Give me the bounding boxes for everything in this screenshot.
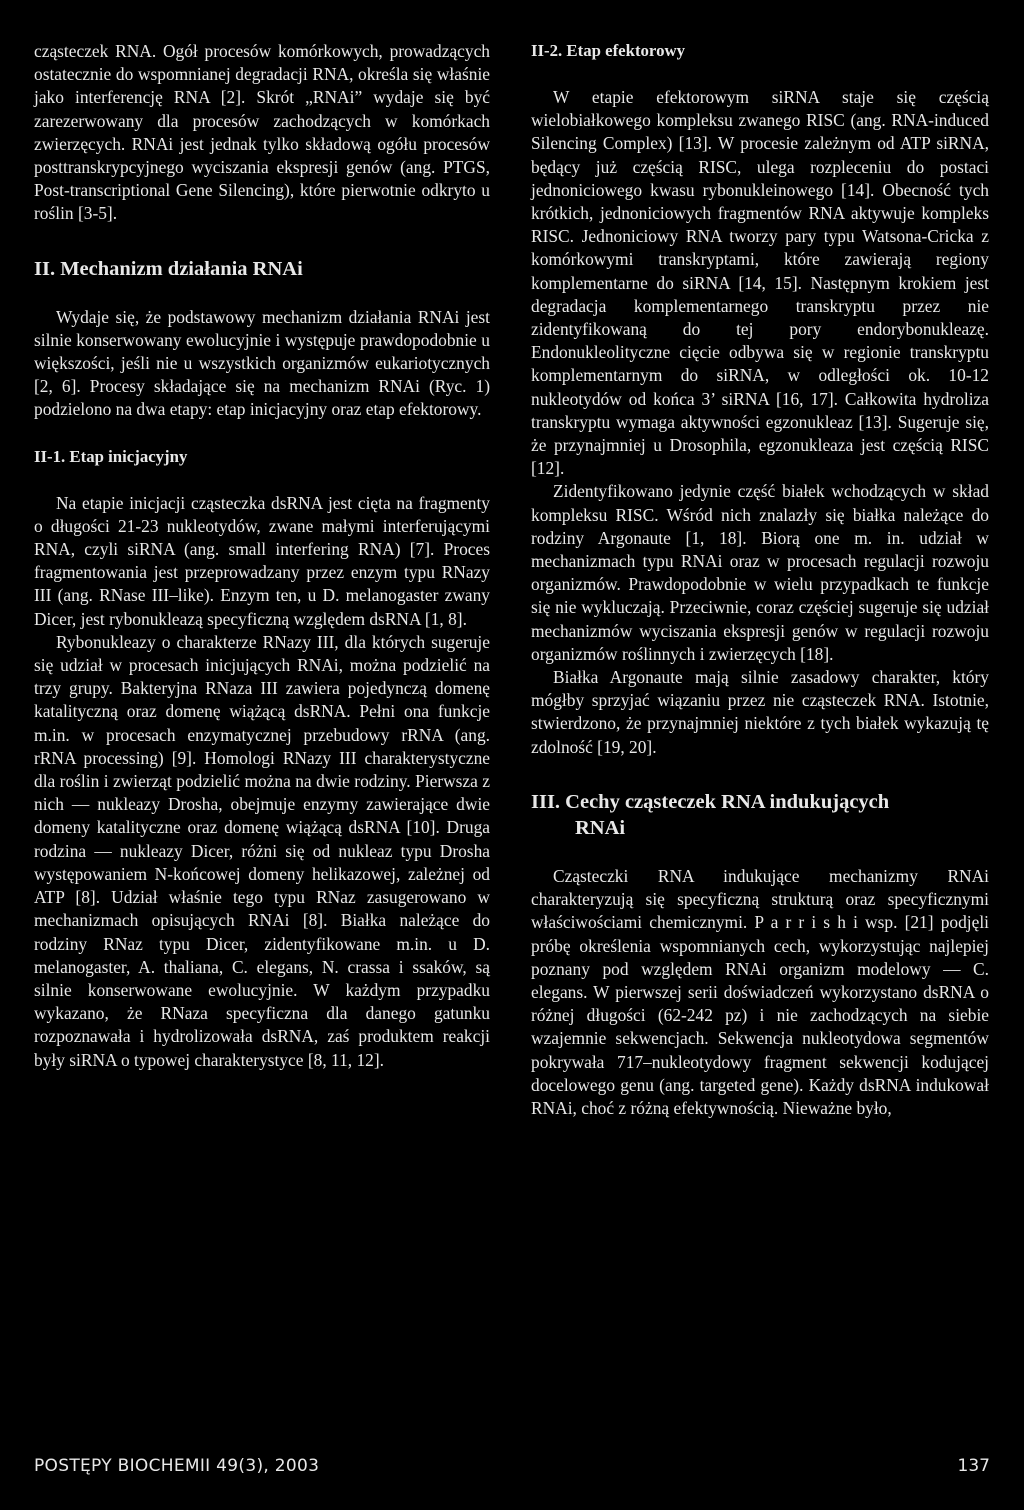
subsection-2-2-paragraph-1: W etapie efektorowym siRNA staje się częścią wielobiałkowego kompleksu zwanego RISC (ang. RNA-induced Silencing Complex) [13]. W procesie zależnym od ATP siRNA, będący już częścią RISC, ulega rozpleceniu do postaci jednoniciowego kwasu rybonukleinowego [14]. Obecność tych krótkich, jednoniciowych fragmentów RNA aktywuje kompleks RISC. Jednoniciowy RNA tworzy pary typu Watsona-Cricka z komórkowymi transkryptami, które zawierają regiony komplementarne do siRNA [14, 15]. Następnym krokiem jest degradacja komplementarnego transkryptu przez nie zidentyfikowaną do tej pory endorybonukleazę. Endonukleolityczne cięcie odbywa się w regionie transkryptu komplementarnym do siRNA, w odległości ok. 10-12 nukleotydów od końca 3’ siRNA [16, 17]. Całkowita hydroliza transkryptu wymaga aktywności egzonukleaz [13]. Sugeruje się, że przynajmniej u Drosophila, egzonukleaza jest częścią RISC [12]. [531,87,989,479]
section-2-heading: II. Mechanizm działania RNAi [34,257,303,280]
left-column [34,40,490,1072]
section-3-heading [531,789,989,841]
subsection-2-1-paragraph-2: Rybonukleazy o charakterze RNazy III, dla których sugeruje się udział w procesach inicjujących RNAi, można podzielić na trzy grupy. Bakteryjna RNaza III zawiera pojedynczą domenę katalityczną oraz domenę wiążącą dsRNA. Pełni ona funkcje m.in. w procesach enzymatycznej przebudowy rRNA (ang. rRNA processing) [9]. Homologi RNazy III charakterystyczne dla roślin i zwierząt podzielić można na dwie rodziny. Pierwsza z nich — nukleazy Drosha, obejmuje enzymy zawierające dwie domeny katalityczne oraz domenę wiążącą dsRNA [10]. Druga rodzina — nukleazy Dicer, różni się od nukleaz typu Drosha występowaniem N-końcowej domeny helikazowej, zależnej od ATP [8]. Udział właśnie tego typu RNaz zasugerowano w mechanizmach opisujących RNAi [8]. Białka należące do rodziny RNaz typu Dicer, zidentyfikowane m.in. u D. melanogaster, A. thaliana, C. elegans, N. crassa i ssaków, są silnie konserwowane ewolucyjnie. W każdym przypadku wykazano, że RNaza specyficzna dla danego gatunku rozpoznawała i hydrolizowała dsRNA, zaś produktem reakcji były siRNA o typowej charakterystyce [8, 11, 12]. [34,631,490,1070]
page-number: 137 [957,1456,990,1476]
section-3-paragraph: Cząsteczki RNA indukujące mechanizmy RNAi charakteryzują się specyficzną strukturą oraz specyficznymi właściwościami chemicznymi. P a r r i s h i wsp. [21] podjęli próbę określenia wspomnianych cech, wykorzystując najlepiej poznany pod względem RNAi organizm modelowy — C. elegans. W pierwszej serii doświadczeń wykorzystano dsRNA o różnej długości (62-242 pz) i nie zachodzących na siebie wzajemnie sekwencjach. Sekwencja nukleotydowa segmentów pokrywała 717–nukleotydowy fragment sekwencji kodującej docelowego genu (ang. targeted gene). Każdy dsRNA indukował RNAi, choć z różną efektywnością. Nieważne było, [531,865,989,1118]
subsection-2-1-heading: II-1. Etap inicjacyjny [34,446,188,466]
section-2-paragraph: Wydaje się, że podstawowy mechanizm działania RNAi jest silnie konserwowany ewolucyjnie i występuje prawdopodobnie u większości, jeśli nie u wszystkich organizmów eukariotycznych [2, 6]. Procesy składające się na mechanizm RNAi (Ryc. 1) podzielono na dwa etapy: etap inicjacyjny oraz etap efektorowy. [34,306,490,420]
journal-footer: POSTĘPY BIOCHEMII 49(3), 2003 [34,1456,320,1476]
right-column [531,40,989,1120]
subsection-2-2-heading: II-2. Etap efektorowy [531,41,685,60]
intro-paragraph: cząsteczek RNA. Ogół procesów komórkowych, prowadzących ostatecznie do wspomnianej degradacji RNA, określa się właśnie jako interferencję RNA [2]. Skrót „RNAi” wydaje się być zarezerwowany dla procesów zachodzących w komórkach zwierzęcych. RNAi jest jednak tylko składową ogółu procesów posttranskrypcyjnego wyciszania ekspresji genów (ang. PTGS, Post-transcriptional Gene Silencing), które pierwotnie odkryto u roślin [3-5]. [34,41,490,224]
subsection-2-2-paragraph-3: Białka Argonaute mają silnie zasadowy charakter, który mógłby sprzyjać wiązaniu przez nie cząsteczek RNA. Istotnie, stwierdzono, że przynajmniej niektóre z tych białek wykazują tę zdolność [19, 20]. [531,667,989,757]
subsection-2-2-paragraph-2: Zidentyfikowano jedynie część białek wchodzących w skład kompleksu RISC. Wśród nich znalazły się białka należące do rodziny Argonaute [1, 18]. Biorą one m. in. udział w mechanizmach typu RNAi oraz w procesach regulacji rozwoju organizmów. Prawdopodobnie w wielu przypadkach te funkcje się nie wykluczają. Przeciwnie, coraz częściej sugeruje się udział mechanizmów wyciszania ekspresji genów w regulacji rozwoju organizmów roślinnych i zwierzęcych [18]. [531,481,989,664]
subsection-2-1-paragraph-1: Na etapie inicjacji cząsteczka dsRNA jest cięta na fragmenty o długości 21-23 nukleotydów, zwane małymi interferującymi RNA, czyli siRNA (ang. small interfering RNA) [7]. Proces fragmentowania jest przeprowadzany przez enzym typu RNazy III (ang. RNase III–like). Enzym ten, u D. melanogaster zwany Dicer, jest rybonukleazą specyficzną względem dsRNA [1, 8]. [34,492,490,629]
section-3-heading-line-1: III. Cechy cząsteczek RNA indukujących [531,790,890,813]
section-3-heading-line-2: RNAi [575,816,626,839]
